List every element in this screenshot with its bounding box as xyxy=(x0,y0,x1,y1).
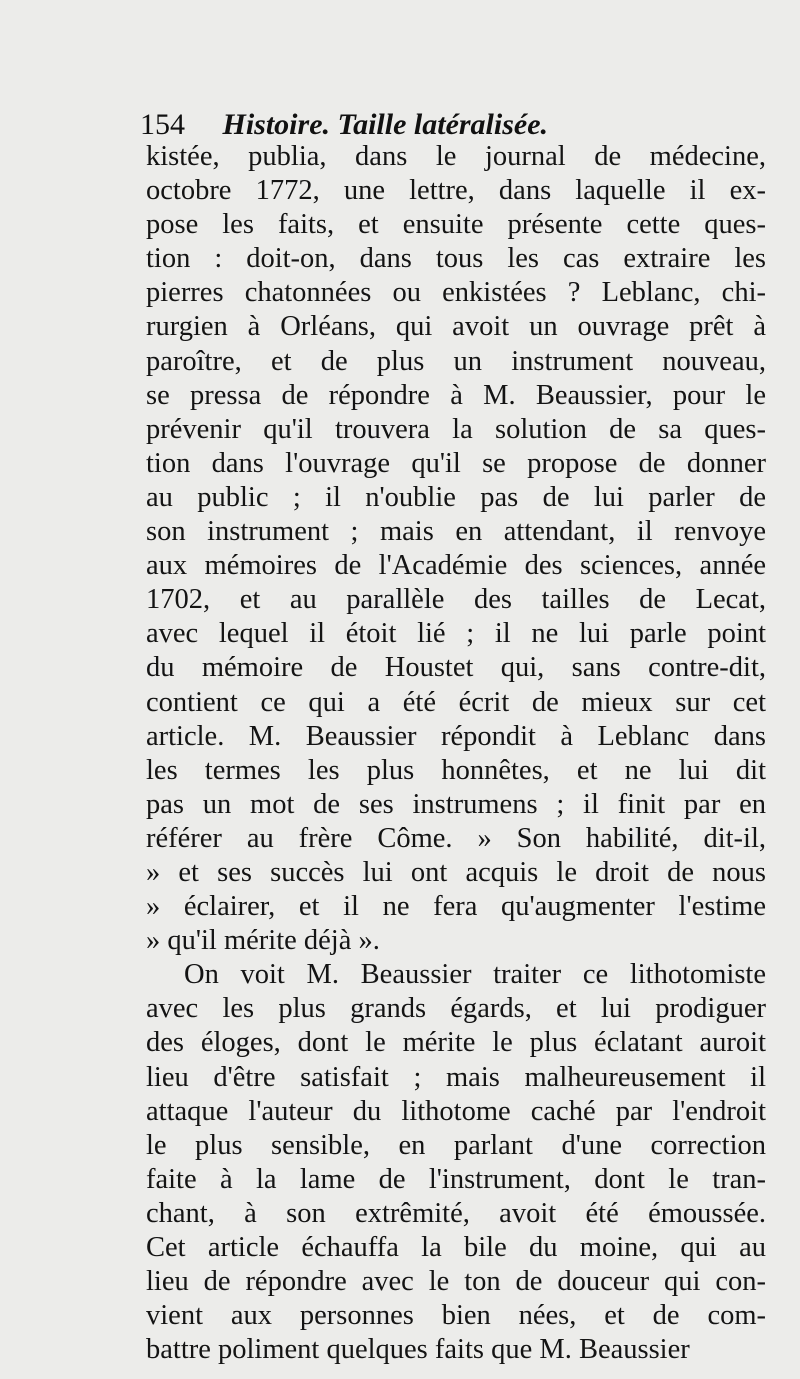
text-line: les termes les plus honnêtes, et ne lui dit xyxy=(146,754,766,786)
text-line: avec les plus grands égards, et lui prodiguer xyxy=(146,993,766,1025)
text-line: pose les faits, et ensuite présente cette ques- xyxy=(146,209,766,241)
text-line: aux mémoires de l'Académie des sciences, année xyxy=(146,550,766,582)
page-number: 154 xyxy=(140,108,185,141)
text-line: rurgien à Orléans, qui avoit un ouvrage prêt à xyxy=(146,311,766,343)
text-line: vient aux personnes bien nées, et de com- xyxy=(146,1300,766,1332)
text-line: tion dans l'ouvrage qu'il se propose de donner xyxy=(146,447,766,479)
text-line: le plus sensible, en parlant d'une correction xyxy=(146,1129,766,1161)
text-line: référer au frère Côme. » Son habilité, dit-il, xyxy=(146,822,766,854)
text-line: des éloges, dont le mérite le plus éclatant auroit xyxy=(146,1027,766,1059)
text-line: se pressa de répondre à M. Beaussier, pour le xyxy=(146,379,766,411)
text-line: du mémoire de Houstet qui, sans contre-dit, xyxy=(146,652,766,684)
text-line: » et ses succès lui ont acquis le droit de nous xyxy=(146,856,766,888)
text-line: 1702, et au parallèle des tailles de Lecat, xyxy=(146,584,766,616)
body-text xyxy=(146,140,766,1367)
text-line: paroître, et de plus un instrument nouveau, xyxy=(146,345,766,377)
paragraph xyxy=(146,140,766,958)
text-line: lieu d'être satisfait ; mais malheureusement il xyxy=(146,1061,766,1093)
text-line: au public ; il n'oublie pas de lui parler de xyxy=(146,481,766,513)
paragraph xyxy=(146,958,766,1367)
text-line: battre poliment quelques faits que M. Beaussier xyxy=(146,1334,690,1366)
running-title: Histoire. Taille latéralisée. xyxy=(222,108,549,141)
text-line: lieu de répondre avec le ton de douceur qui con- xyxy=(146,1266,766,1298)
text-line: tion : doit-on, dans tous les cas extraire les xyxy=(146,243,766,275)
text-line: » qu'il mérite déjà ». xyxy=(146,925,380,957)
text-line: son instrument ; mais en attendant, il renvoye xyxy=(146,516,766,548)
text-line: article. M. Beaussier répondit à Leblanc dans xyxy=(146,720,766,752)
text-line: faite à la lame de l'instrument, dont le tran- xyxy=(146,1163,766,1195)
text-line: kistée, publia, dans le journal de médecine, xyxy=(146,141,766,172)
text-line: attaque l'auteur du lithotome caché par l'endroit xyxy=(146,1095,766,1127)
running-header xyxy=(140,108,548,142)
text-line: octobre 1772, une lettre, dans laquelle il ex- xyxy=(146,175,766,207)
text-line: prévenir qu'il trouvera la solution de sa ques- xyxy=(146,413,766,445)
text-line: » éclairer, et il ne fera qu'augmenter l'estime xyxy=(146,891,766,923)
text-line: avec lequel il étoit lié ; il ne lui parle point xyxy=(146,618,766,650)
text-line: contient ce qui a été écrit de mieux sur cet xyxy=(146,686,766,718)
text-line: Cet article échauffa la bile du moine, qui au xyxy=(146,1232,766,1263)
text-line: chant, à son extrêmité, avoit été émoussée. xyxy=(146,1197,766,1229)
text-line: On voit M. Beaussier traiter ce lithotomiste xyxy=(184,959,766,991)
text-line: pierres chatonnées ou enkistées ? Leblanc, chi- xyxy=(146,277,766,309)
text-line: pas un mot de ses instrumens ; il finit par en xyxy=(146,788,766,820)
